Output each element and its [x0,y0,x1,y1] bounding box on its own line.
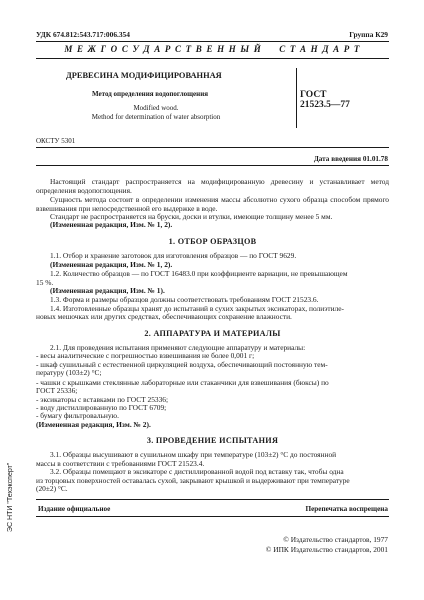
header-rule-top [36,41,389,42]
group-code: Группа К29 [349,30,388,39]
s2-line-4: - чашки с крышками стеклянные лабораторные или стаканчики для взвешивания (бюксы) по [36,378,329,387]
s1-line-2b: 15 %. [36,278,54,287]
s2-line-3: - шкаф сушильный с естественной циркуляцией воздуха, обеспечивающий постоянную тем- [36,360,328,369]
s1-line-4b: новых мешочках или других средствах, обеспечивающих сохранение влажности. [36,312,292,321]
intro-paragraph-3: Стандарт не распространяется на бруски, доски и втулки, имеющие толщину менее 5 мм. [50,212,333,221]
date-intro: Дата введения 01.01.78 [313,155,388,163]
s2-line-1: 2.1. Для проведения испытания применяют следующие аппаратуру и материалы: [50,343,306,352]
side-stamp: ЭС НТИ "Техэксперт" [7,462,14,532]
section-1-title: 1. ОТБОР ОБРАЗЦОВ [168,237,257,246]
title-en-2: Method for determination of water absorption [91,113,221,121]
section-2-title: 2. АППАРАТУРА И МАТЕРИАЛЫ [144,329,281,338]
standard-banner: М Е Ж Г О С У Д А Р С Т В Е Н Н Ы Й С Т А Н Д А Р Т [64,44,361,54]
s3-line-2: 3.2. Образцы помещают в эксикаторе с дистиллированной водой под вставку так, чтобы одна [50,467,344,476]
s1-line-1: 1.1. Отбор и хранение заготовок для изготовления образцов — по ГОСТ 9629. [50,251,297,260]
section-3-title: 3. ПРОВЕДЕНИЕ ИСПЫТАНИЯ [146,436,279,445]
intro-rule [36,165,389,166]
intro-paragraph-2: Сущность метода состоит в определении изменения массы абсолютно сухого образца способом прямого взвешивания при непосредственной его выдержке в воде. [36,195,389,213]
s2-line-3b: пературу (103±2) °С; [36,368,102,377]
s1-line-4: 1.4. Изготовленные образцы хранят до испытаний в сухих закрытых эксикаторах, полиэтиле- [50,304,344,313]
title-divider [296,68,297,128]
title-en-1: Modified wood. [133,104,179,112]
intro-amendment: (Измененная редакция, Изм. № 1, 2). [50,220,173,229]
doc-title: ДРЕВЕСИНА МОДИФИЦИРОВАННАЯ [66,71,222,80]
s2-line-6: - воду дистиллированную по ГОСТ 6709; [36,403,167,412]
s1-line-2: 1.2. Количество образцов — по ГОСТ 16483.0 при коэффициенте вариации, не превышающем [50,269,348,278]
s2-line-7: - бумагу фильтровальную. [36,411,119,420]
footer-rule-2 [36,516,389,517]
okstu-rule [36,147,389,148]
s2-line-5: - эксикаторы с вставками по ГОСТ 25336; [36,395,169,404]
gost-number: 21523.5—77 [300,100,350,110]
udk-code: УДК 674.812:543.717:006.354 [36,30,130,39]
s1-line-3: 1.3. Форма и размеры образцов должны соответствовать требованиям ГОСТ 21523.6. [50,295,319,304]
gost-label: ГОСТ [300,90,327,100]
s3-line-2c: (20±2) °С. [36,484,68,493]
s1-amendment-1: (Измененная редакция, Изм. № 1, 2). [50,260,173,269]
s2-amendment: (Измененная редакция, Изм. № 2). [36,420,151,429]
copyright-1: © Издательство стандартов, 1977 [283,535,388,544]
s3-line-1: 3.1. Образцы высушивают в сушильном шкафу при температуре (103±2) °С до постоянной [50,450,337,459]
doc-subtitle: Метод определения водопоглощения [92,90,209,98]
s3-line-1b: массы в соответствии с требованиями ГОСТ 21523.4. [36,459,205,468]
s1-amendment-2: (Измененная редакция, Изм. № 1). [50,286,165,295]
footer-rule [36,499,389,500]
s2-line-2: - весы аналитические с погрешностью взвешивания не более 0,001 г; [36,351,255,360]
reprint-prohibited: Перепечатка воспрещена [305,505,388,513]
s3-line-2b: из торцовых поверхностей оставалась сухой, закрывают крышкой и выдерживают при температуре [36,476,350,485]
official-edition: Издание официальное [38,505,111,513]
header-rule-bottom [36,58,389,59]
intro-paragraph-1: Настоящий стандарт распространяется на модифицированную древесину и устанавливает метод определения водопоглощения. [36,177,389,195]
copyright-2: © ИПК Издательство стандартов, 2001 [265,545,388,554]
okstu-code: ОКСТУ 5301 [36,137,76,145]
s2-line-4b: ГОСТ 25336; [36,386,78,395]
